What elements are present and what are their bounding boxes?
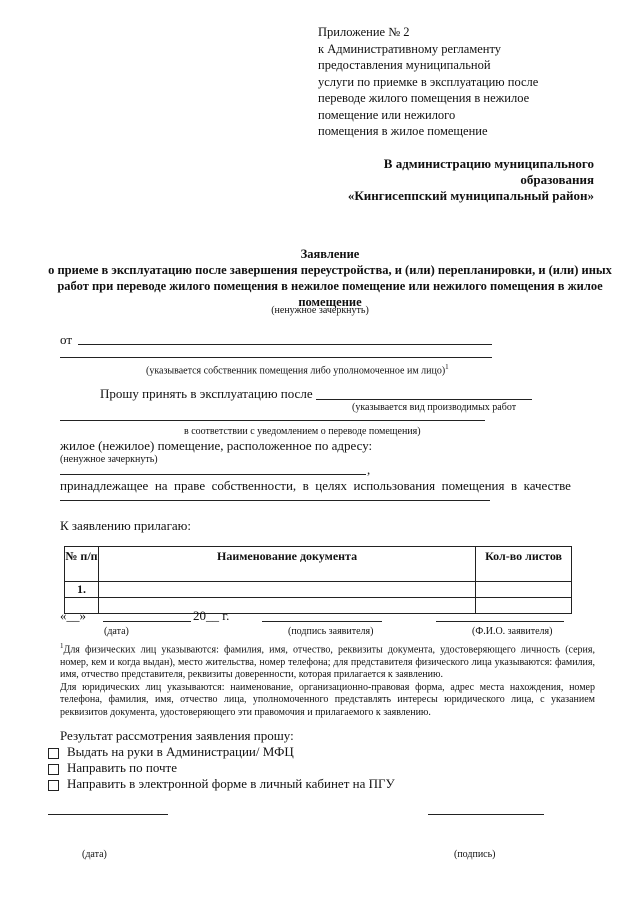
- owner-input-line[interactable]: [60, 357, 492, 358]
- address-comma: ,: [367, 462, 371, 477]
- document-title: Заявление: [300, 247, 360, 261]
- result-option-label: Выдать на руки в Администрации/ МФЦ: [67, 744, 294, 759]
- result-option-mail[interactable]: [48, 760, 177, 776]
- ownership-text: принадлежащее на праве собственности, в целях использования помещения в качестве: [60, 478, 571, 493]
- works-continuation-line[interactable]: [60, 420, 485, 421]
- appendix-line: Приложение № 2: [318, 25, 410, 39]
- purpose-input-line[interactable]: [60, 500, 490, 501]
- result-option-office[interactable]: [48, 744, 294, 760]
- table-cell-document[interactable]: [98, 598, 475, 614]
- date-day-prefix: «__»: [60, 608, 86, 623]
- appendix-line: переводе жилого помещения в нежилое: [318, 91, 530, 105]
- date-label: (дата): [104, 626, 129, 637]
- addressee-line: образования: [520, 172, 594, 187]
- strike-note: (ненужное зачеркнуть): [271, 305, 369, 316]
- addressee-line: «Кингисеппский муниципальный район»: [347, 188, 594, 203]
- table-cell-sheets[interactable]: [476, 582, 572, 598]
- notice-hint: в соответствии с уведомлением о переводе помещения): [184, 426, 421, 437]
- table-row: [65, 582, 572, 598]
- column-header-document: Наименование документа: [98, 547, 475, 582]
- appendix-line: предоставления муниципальной: [318, 58, 491, 72]
- owner-hint-text: (указывается собственник помещения либо уполномоченное им лицо): [146, 365, 446, 377]
- addressee-block: [348, 156, 594, 204]
- checkbox[interactable]: [48, 780, 59, 791]
- appendix-block: [318, 24, 538, 140]
- footnote-individuals-text: Для физических лиц указываются: фамилия, имя, отчество, реквизиты документа, удостоверяющего личность (серия, номер, кем и когда выдан), место жительства, номер телефона; для представителя физического лица указываются: фамилия, имя, отчество представителя, реквизиты доверенности, которая прилагается к заявлению.: [60, 644, 595, 681]
- appendix-line: услуги по приемке в эксплуатацию после: [318, 74, 539, 89]
- footnote-individuals: [60, 640, 595, 682]
- from-input-line[interactable]: [78, 344, 492, 345]
- bottom-signature-label: (подпись): [454, 849, 496, 860]
- result-option-electronic[interactable]: [48, 776, 395, 792]
- column-header-sheets: Кол-во листов: [476, 547, 572, 582]
- date-month-line[interactable]: [103, 621, 191, 622]
- bottom-date-label: (дата): [82, 849, 107, 860]
- owner-hint: [146, 363, 449, 376]
- result-option-label: Направить по почте: [67, 760, 177, 775]
- documents-table: [64, 546, 572, 614]
- fio-line[interactable]: [436, 621, 564, 622]
- from-label: от: [60, 332, 73, 347]
- result-title: Результат рассмотрения заявления прошу:: [60, 728, 294, 743]
- checkbox[interactable]: [48, 748, 59, 759]
- signature-line[interactable]: [262, 621, 382, 622]
- works-input-line[interactable]: [316, 399, 532, 400]
- footnote-legal: Для юридических лиц указываются: наименование, организационно-правовая форма, адрес места нахождения, номер телефона, фамилия, имя, отчество лица, уполномоченного представлять интересы юридического лица, с указанием реквизитов документа, удостоверяющего эти правомочия и прилагаемого к заявлению.: [60, 681, 595, 718]
- column-header-number: № п/п: [65, 547, 99, 582]
- signature-label: (подпись заявителя): [288, 626, 374, 637]
- footnote-number: 1: [60, 642, 64, 650]
- works-hint: (указывается вид производимых работ: [352, 402, 517, 413]
- table-cell-document[interactable]: [98, 582, 475, 598]
- table-row: [65, 598, 572, 614]
- date-year-prefix: 20__ г.: [193, 608, 230, 623]
- addressee-line: В администрацию муниципального: [383, 156, 594, 171]
- address-input-line[interactable]: [60, 474, 366, 475]
- document-subtitle: о приеме в эксплуатацию после завершения переустройства, и (или) перепланировки, и (или) иных работ при переводе жилого помещения в нежилое помещение или нежилого помещения в жилое помещение: [48, 263, 612, 309]
- premises-note: (ненужное зачеркнуть): [60, 454, 158, 465]
- bottom-signature-line[interactable]: [428, 814, 544, 815]
- appendix-line: помещения в жилое помещение: [318, 124, 488, 138]
- fio-label: (Ф.И.О. заявителя): [472, 626, 553, 637]
- appendix-line: к Административному регламенту: [318, 41, 502, 56]
- checkbox[interactable]: [48, 764, 59, 775]
- footnote-mark: 1: [445, 363, 449, 371]
- appendix-line: помещение или нежилого: [318, 107, 456, 122]
- table-cell-sheets[interactable]: [476, 598, 572, 614]
- bottom-date-line[interactable]: [48, 814, 168, 815]
- result-option-label: Направить в электронной форме в личный кабинет на ПГУ: [67, 776, 395, 791]
- table-header-row: [65, 547, 572, 582]
- premises-text: жилое (нежилое) помещение, расположенное по адресу:: [60, 438, 373, 453]
- table-cell-number: 1.: [65, 582, 99, 598]
- footnotes: [60, 640, 595, 719]
- request-label: Прошу принять в эксплуатацию после: [100, 386, 313, 401]
- attach-label: К заявлению прилагаю:: [60, 518, 192, 533]
